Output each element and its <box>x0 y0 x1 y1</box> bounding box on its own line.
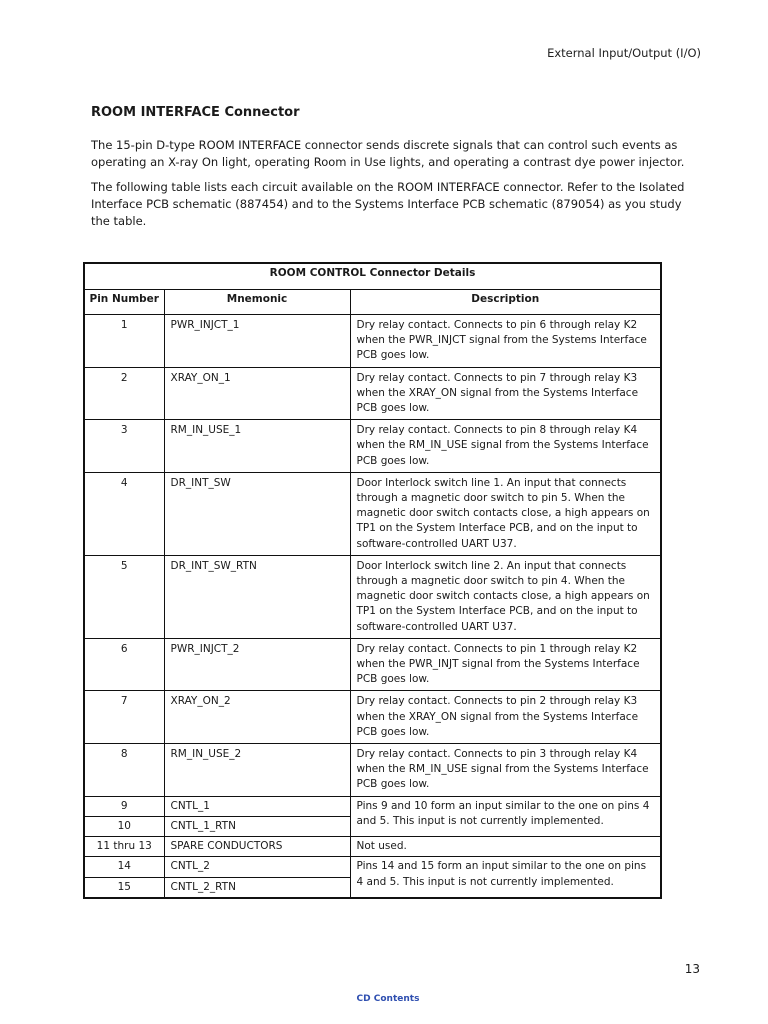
mnemonic-cell: DR_INT_SW_RTN <box>164 555 350 638</box>
mnemonic-cell: XRAY_ON_1 <box>164 367 350 420</box>
pin-number-cell: 3 <box>84 420 164 473</box>
column-header-pin: Pin Number <box>84 290 164 315</box>
table-row <box>84 555 661 638</box>
table-row <box>84 367 661 420</box>
pin-number-cell: 5 <box>84 555 164 638</box>
table-row <box>84 857 661 877</box>
description-cell: Dry relay contact. Connects to pin 2 through relay K3 when the XRAY_ON signal from the Systems Interface PCB goes low. <box>350 691 661 744</box>
description-cell: Pins 9 and 10 form an input similar to the one on pins 4 and 5. This input is not currently implemented. <box>350 796 661 836</box>
pin-number-cell: 10 <box>84 816 164 836</box>
description-cell: Dry relay contact. Connects to pin 3 through relay K4 when the RM_IN_USE signal from the Systems Interface PCB goes low. <box>350 744 661 797</box>
pin-number-cell: 7 <box>84 691 164 744</box>
description-cell: Dry relay contact. Connects to pin 8 through relay K4 when the RM_IN_USE signal from the Systems Interface PCB goes low. <box>350 420 661 473</box>
mnemonic-cell: CNTL_1 <box>164 796 350 816</box>
mnemonic-cell: RM_IN_USE_1 <box>164 420 350 473</box>
mnemonic-cell: SPARE CONDUCTORS <box>164 837 350 857</box>
pin-number-cell: 6 <box>84 638 164 691</box>
description-cell: Door Interlock switch line 2. An input that connects through a magnetic door switch to pin 4. When the magnetic door switch contacts close, a high appears on TP1 on the System Interface PCB, and on the input to software-controlled UART U37. <box>350 555 661 638</box>
table-row <box>84 638 661 691</box>
table-row <box>84 315 661 368</box>
page-number: 13 <box>684 962 700 976</box>
running-header: External Input/Output (I/O) <box>547 46 701 60</box>
column-header-description: Description <box>350 290 661 315</box>
description-cell: Pins 14 and 15 form an input similar to the one on pins 4 and 5. This input is not currently implemented. <box>350 857 661 898</box>
pin-number-cell: 9 <box>84 796 164 816</box>
table-row <box>84 472 661 555</box>
table-row <box>84 796 661 816</box>
description-cell: Dry relay contact. Connects to pin 6 through relay K2 when the PWR_INJCT signal from the Systems Interface PCB goes low. <box>350 315 661 368</box>
mnemonic-cell: DR_INT_SW <box>164 472 350 555</box>
intro-paragraph: The 15-pin D-type ROOM INTERFACE connector sends discrete signals that can control such events as operating an X-ray On light, operating Room in Use lights, and operating a contrast dye power injector. <box>91 138 685 169</box>
description-cell: Door Interlock switch line 1. An input that connects through a magnetic door switch to pin 5. When the magnetic door switch contacts close, a high appears on TP1 on the System Interface PCB, and on the input to software-controlled UART U37. <box>350 472 661 555</box>
section-title: ROOM INTERFACE Connector <box>91 105 300 120</box>
cd-contents-link[interactable]: CD Contents <box>356 994 420 1004</box>
pin-number-cell: 1 <box>84 315 164 368</box>
mnemonic-cell: CNTL_2 <box>164 857 350 877</box>
table-row <box>84 691 661 744</box>
mnemonic-cell: PWR_INJCT_1 <box>164 315 350 368</box>
table-row <box>84 837 661 857</box>
table-reference-paragraph: The following table lists each circuit available on the ROOM INTERFACE connector. Refer to the Isolated Interface PCB schematic (887454) and to the Systems Interface PCB schematic (879054) as you study the table. <box>91 180 685 228</box>
pin-number-cell: 8 <box>84 744 164 797</box>
column-header-mnemonic: Mnemonic <box>164 290 350 315</box>
table-row <box>84 744 661 797</box>
mnemonic-cell: CNTL_2_RTN <box>164 877 350 898</box>
mnemonic-cell: RM_IN_USE_2 <box>164 744 350 797</box>
table-caption: ROOM CONTROL Connector Details <box>84 263 661 290</box>
pin-number-cell: 14 <box>84 857 164 877</box>
pin-number-cell: 11 thru 13 <box>84 837 164 857</box>
table-row <box>84 420 661 473</box>
connector-details-table <box>83 262 662 899</box>
pin-number-cell: 15 <box>84 877 164 898</box>
mnemonic-cell: CNTL_1_RTN <box>164 816 350 836</box>
mnemonic-cell: XRAY_ON_2 <box>164 691 350 744</box>
description-cell: Dry relay contact. Connects to pin 7 through relay K3 when the XRAY_ON signal from the Systems Interface PCB goes low. <box>350 367 661 420</box>
description-cell: Not used. <box>350 837 661 857</box>
pin-number-cell: 2 <box>84 367 164 420</box>
description-cell: Dry relay contact. Connects to pin 1 through relay K2 when the PWR_INJT signal from the Systems Interface PCB goes low. <box>350 638 661 691</box>
pin-number-cell: 4 <box>84 472 164 555</box>
mnemonic-cell: PWR_INJCT_2 <box>164 638 350 691</box>
